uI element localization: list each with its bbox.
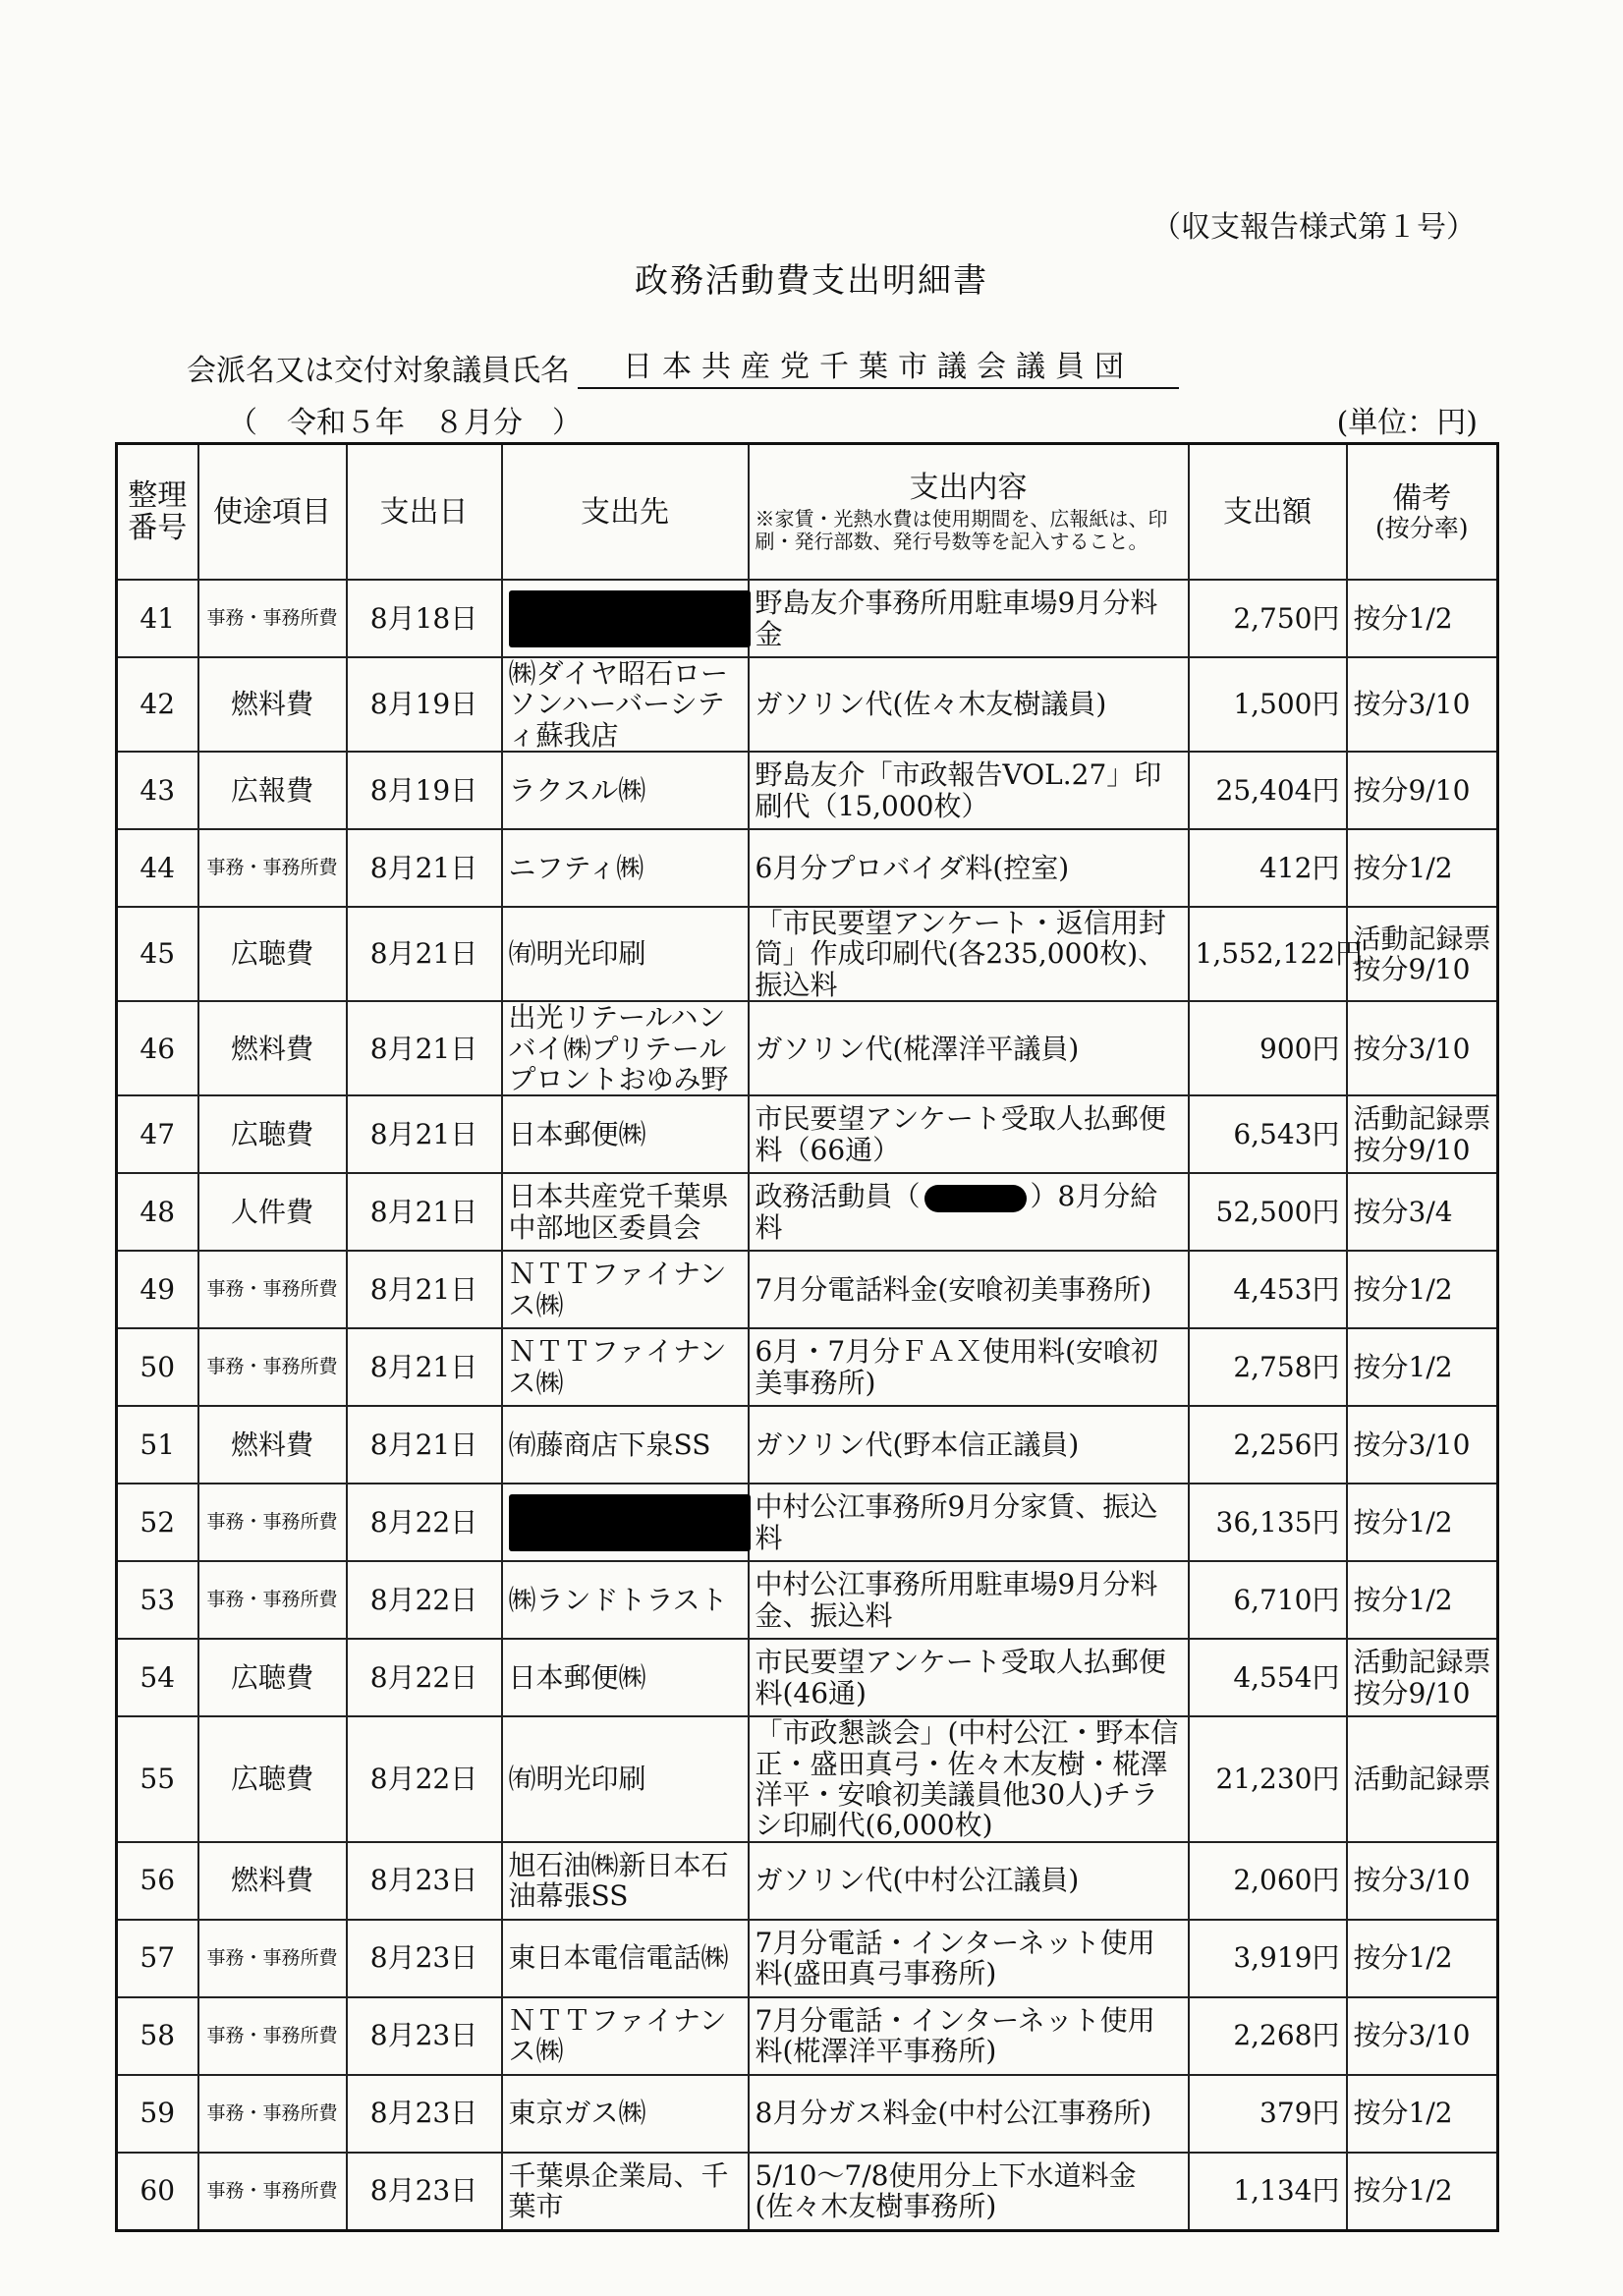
row-amount: 1,552,122円 (1189, 907, 1347, 1001)
row-content (749, 1920, 1189, 1997)
row-number: 48 (117, 1173, 198, 1251)
row-content-text: ガソリン代(椛澤洋平議員) (755, 1032, 1080, 1065)
row-amount: 21,230円 (1189, 1716, 1347, 1841)
row-date: 8月22日 (347, 1639, 502, 1716)
table-row (117, 829, 1498, 907)
table-row (117, 1484, 1498, 1561)
row-content-text-after: ）8月分給料 (755, 1180, 1158, 1244)
row-category: 燃料費 (198, 1001, 347, 1095)
row-payee: ＮＴＴファイナンス㈱ (502, 1328, 749, 1406)
row-remarks (1347, 1251, 1498, 1328)
row-amount: 1,500円 (1189, 657, 1347, 752)
remarks-line: 按分3/10 (1353, 1428, 1471, 1462)
row-category: 広聴費 (198, 907, 347, 1001)
remarks-line: 活動記録票 (1353, 1763, 1491, 1796)
row-remarks (1347, 2153, 1498, 2231)
row-amount: 379円 (1189, 2075, 1347, 2153)
row-payee: ㈲明光印刷 (502, 907, 749, 1001)
row-amount: 1,134円 (1189, 2153, 1347, 2231)
row-number: 60 (117, 2153, 198, 2231)
table-row (117, 1001, 1498, 1095)
row-remarks (1347, 1997, 1498, 2075)
row-category: 事務・事務所費 (198, 1328, 347, 1406)
row-date: 8月21日 (347, 1328, 502, 1406)
row-number: 57 (117, 1920, 198, 1997)
group-value: 日本共産党千葉市議会議員団 (578, 342, 1179, 389)
row-number: 51 (117, 1406, 198, 1484)
header-content-note: ※家賃・光熱水費は使用期間を、広報紙は、印刷・発行部数、発行号数等を記入すること。 (755, 506, 1168, 553)
row-amount: 4,554円 (1189, 1639, 1347, 1716)
table-row (117, 1173, 1498, 1251)
row-payee: 日本共産党千葉県中部地区委員会 (502, 1173, 749, 1251)
table-body (117, 580, 1498, 2230)
form-number: （収支報告様式第１号） (1151, 210, 1476, 245)
row-category: 事務・事務所費 (198, 1561, 347, 1639)
row-content (749, 2075, 1189, 2153)
row-content-text: 7月分電話・インターネット使用料(盛田真弓事務所) (755, 1926, 1155, 1990)
row-payee: ＮＴＴファイナンス㈱ (502, 1997, 749, 2075)
row-number: 45 (117, 907, 198, 1001)
remarks-line: 按分3/4 (1353, 1196, 1453, 1229)
row-category: 事務・事務所費 (198, 2075, 347, 2153)
row-remarks (1347, 1001, 1498, 1095)
table-row (117, 1328, 1498, 1406)
row-content (749, 1001, 1189, 1095)
row-category: 事務・事務所費 (198, 1251, 347, 1328)
row-amount: 6,710円 (1189, 1561, 1347, 1639)
row-date: 8月21日 (347, 1173, 502, 1251)
remarks-line: 按分3/10 (1353, 2019, 1471, 2052)
reporting-period: （ 令和５年 ８月分 ） (228, 406, 582, 440)
group-label: 会派名又は交付対象議員氏名 (187, 354, 570, 388)
row-date: 8月19日 (347, 752, 502, 829)
row-payee: ㈲明光印刷 (502, 1716, 749, 1841)
row-content-text: ガソリン代(野本信正議員) (755, 1428, 1080, 1462)
row-content-text: 「市民要望アンケート・返信用封筒」作成印刷代(各235,000枚)、振込料 (755, 907, 1166, 1001)
remarks-line: 按分1/2 (1353, 601, 1453, 635)
header-content-label: 支出内容 (909, 470, 1028, 505)
row-number: 52 (117, 1484, 198, 1561)
row-amount: 52,500円 (1189, 1173, 1347, 1251)
row-content-text: 7月分電話料金(安喰初美事務所) (755, 1273, 1152, 1307)
table-row (117, 580, 1498, 657)
redaction-block (509, 590, 751, 647)
expenditure-table (115, 442, 1499, 2232)
row-number: 50 (117, 1328, 198, 1406)
row-content (749, 1484, 1189, 1561)
row-content (749, 829, 1189, 907)
row-payee: ㈲藤商店下泉SS (502, 1406, 749, 1484)
row-date: 8月19日 (347, 657, 502, 752)
remarks-line: 活動記録票 (1353, 922, 1491, 955)
redaction-block (924, 1185, 1027, 1212)
row-category: 広聴費 (198, 1639, 347, 1716)
row-content (749, 2153, 1189, 2231)
row-date: 8月22日 (347, 1561, 502, 1639)
row-category: 人件費 (198, 1173, 347, 1251)
row-category: 事務・事務所費 (198, 1920, 347, 1997)
row-category: 事務・事務所費 (198, 1484, 347, 1561)
row-date: 8月21日 (347, 907, 502, 1001)
row-content (749, 907, 1189, 1001)
row-content-text: 市民要望アンケート受取人払郵便料(46通) (755, 1646, 1166, 1709)
table-row (117, 1997, 1498, 2075)
remarks-line: 按分9/10 (1353, 953, 1471, 986)
table-row (117, 907, 1498, 1001)
row-date: 8月21日 (347, 1406, 502, 1484)
header-payee: 支出先 (502, 444, 749, 581)
row-content-text: 8月分ガス料金(中村公江事務所) (755, 2097, 1152, 2130)
row-number: 41 (117, 580, 198, 657)
row-number: 46 (117, 1001, 198, 1095)
row-content-text: 7月分電話・インターネット使用料(椛澤洋平事務所) (755, 2003, 1155, 2068)
row-content-text: 野島友介事務所用駐車場9月分料金 (755, 587, 1158, 650)
group-row (187, 342, 1179, 389)
row-content (749, 1328, 1189, 1406)
row-number: 54 (117, 1639, 198, 1716)
row-remarks (1347, 1639, 1498, 1716)
row-payee: 日本郵便㈱ (502, 1095, 749, 1173)
table-row (117, 2075, 1498, 2153)
row-payee: 千葉県企業局、千葉市 (502, 2153, 749, 2231)
remarks-line: 活動記録票 (1353, 1646, 1491, 1679)
table-row (117, 1561, 1498, 1639)
row-number: 43 (117, 752, 198, 829)
row-remarks (1347, 1095, 1498, 1173)
row-remarks (1347, 1484, 1498, 1561)
row-content-text: 「市政懇談会」(中村公江・野本信正・盛田真弓・佐々木友樹・椛澤洋平・安喰初美議員他30人)チラシ印刷代(6,000枚) (755, 1716, 1179, 1842)
row-category: 燃料費 (198, 657, 347, 752)
remarks-line: 按分1/2 (1353, 1273, 1453, 1307)
row-amount: 2,060円 (1189, 1842, 1347, 1920)
row-remarks (1347, 2075, 1498, 2153)
row-category: 事務・事務所費 (198, 829, 347, 907)
row-remarks (1347, 1842, 1498, 1920)
row-content (749, 1639, 1189, 1716)
row-content (749, 1095, 1189, 1173)
row-date: 8月21日 (347, 1095, 502, 1173)
remarks-line: 按分1/2 (1353, 2097, 1453, 2130)
row-remarks (1347, 1716, 1498, 1841)
row-content-text: 市民要望アンケート受取人払郵便料（66通） (755, 1102, 1166, 1166)
row-amount: 2,268円 (1189, 1997, 1347, 2075)
row-payee (502, 580, 749, 657)
row-remarks (1347, 1328, 1498, 1406)
row-category: 事務・事務所費 (198, 580, 347, 657)
row-content-text: ガソリン代(中村公江議員) (755, 1864, 1080, 1897)
remarks-line: 按分1/2 (1353, 1351, 1453, 1384)
row-content-text: 中村公江事務所用駐車場9月分料金、振込料 (755, 1568, 1158, 1632)
row-date: 8月23日 (347, 1920, 502, 1997)
row-number: 55 (117, 1716, 198, 1841)
row-amount: 4,453円 (1189, 1251, 1347, 1328)
table-row (117, 1095, 1498, 1173)
table-row (117, 752, 1498, 829)
row-date: 8月21日 (347, 829, 502, 907)
row-date: 8月23日 (347, 2075, 502, 2153)
remarks-line: 活動記録票 (1353, 1102, 1491, 1136)
row-number: 42 (117, 657, 198, 752)
row-remarks (1347, 580, 1498, 657)
row-amount: 36,135円 (1189, 1484, 1347, 1561)
row-payee: ニフティ㈱ (502, 829, 749, 907)
unit-label: (単位：円) (1336, 406, 1478, 440)
row-content-text: ガソリン代(佐々木友樹議員) (755, 688, 1107, 721)
header-number: 整理番号 (117, 444, 198, 581)
table-row (117, 1406, 1498, 1484)
row-date: 8月23日 (347, 2153, 502, 2231)
row-content (749, 1997, 1189, 2075)
row-content (749, 1173, 1189, 1251)
row-payee: 東京ガス㈱ (502, 2075, 749, 2153)
row-remarks (1347, 657, 1498, 752)
row-content-text: 野島友介「市政報告VOL.27」印刷代（15,000枚） (755, 758, 1162, 822)
table-row (117, 2153, 1498, 2231)
row-category: 広報費 (198, 752, 347, 829)
row-remarks (1347, 1406, 1498, 1484)
header-remarks-label: 備考 (1392, 480, 1452, 516)
header-date: 支出日 (347, 444, 502, 581)
row-content-text: 6月・7月分ＦＡＸ使用料(安喰初美事務所) (755, 1335, 1159, 1399)
row-amount: 900円 (1189, 1001, 1347, 1095)
table-row (117, 1251, 1498, 1328)
row-remarks (1347, 1561, 1498, 1639)
row-content-text: 中村公江事務所9月分家賃、振込料 (755, 1490, 1158, 1554)
row-content (749, 657, 1189, 752)
row-date: 8月21日 (347, 1001, 502, 1095)
row-content-text: 5/10～7/8使用分上下水道料金(佐々木友樹事務所) (755, 2158, 1137, 2223)
remarks-line: 按分1/2 (1353, 1506, 1453, 1540)
row-amount: 412円 (1189, 829, 1347, 907)
header-row (117, 444, 1498, 581)
row-category: 事務・事務所費 (198, 2153, 347, 2231)
row-number: 53 (117, 1561, 198, 1639)
row-remarks (1347, 829, 1498, 907)
row-number: 44 (117, 829, 198, 907)
table-row (117, 1716, 1498, 1841)
row-payee: 旭石油㈱新日本石油幕張SS (502, 1842, 749, 1920)
row-amount: 3,919円 (1189, 1920, 1347, 1997)
row-content-text: 政務活動員（ (755, 1180, 921, 1213)
row-remarks (1347, 1920, 1498, 1997)
row-category: 広聴費 (198, 1716, 347, 1841)
row-number: 49 (117, 1251, 198, 1328)
remarks-line: 按分3/10 (1353, 688, 1471, 721)
row-content (749, 1406, 1189, 1484)
table-row (117, 1842, 1498, 1920)
document-title: 政務活動費支出明細書 (635, 261, 988, 301)
table-row (117, 1920, 1498, 1997)
row-number: 56 (117, 1842, 198, 1920)
row-payee: ＮＴＴファイナンス㈱ (502, 1251, 749, 1328)
table-row (117, 657, 1498, 752)
row-category: 燃料費 (198, 1406, 347, 1484)
row-date: 8月21日 (347, 1251, 502, 1328)
row-content (749, 1716, 1189, 1841)
row-remarks (1347, 752, 1498, 829)
row-number: 47 (117, 1095, 198, 1173)
table-row (117, 1639, 1498, 1716)
remarks-line: 按分3/10 (1353, 1032, 1471, 1065)
row-payee: 日本郵便㈱ (502, 1639, 749, 1716)
row-date: 8月23日 (347, 1997, 502, 2075)
redaction-block (509, 1494, 751, 1551)
row-amount: 6,543円 (1189, 1095, 1347, 1173)
row-content (749, 1842, 1189, 1920)
remarks-line: 按分9/10 (1353, 773, 1471, 807)
row-number: 58 (117, 1997, 198, 2075)
row-date: 8月18日 (347, 580, 502, 657)
row-payee: ㈱ランドトラスト (502, 1561, 749, 1639)
row-payee: 東日本電信電話㈱ (502, 1920, 749, 1997)
remarks-line: 按分1/2 (1353, 851, 1453, 884)
row-payee: ㈱ダイヤ昭石ローソンハーバーシティ蘇我店 (502, 657, 749, 752)
row-content-text: 6月分プロバイダ料(控室) (755, 851, 1070, 884)
row-content (749, 752, 1189, 829)
row-remarks (1347, 907, 1498, 1001)
row-amount: 2,256円 (1189, 1406, 1347, 1484)
row-amount: 2,758円 (1189, 1328, 1347, 1406)
row-date: 8月22日 (347, 1716, 502, 1841)
remarks-line: 按分9/10 (1353, 1133, 1471, 1166)
row-content (749, 580, 1189, 657)
row-content (749, 1561, 1189, 1639)
row-payee: ラクスル㈱ (502, 752, 749, 829)
header-category: 使途項目 (198, 444, 347, 581)
row-content (749, 1251, 1189, 1328)
remarks-line: 按分9/10 (1353, 1676, 1471, 1709)
row-payee: 出光リテールハンバイ㈱プリテールプロントおゆみ野 (502, 1001, 749, 1095)
header-content (749, 444, 1189, 581)
row-payee (502, 1484, 749, 1561)
row-category: 事務・事務所費 (198, 1997, 347, 2075)
row-date: 8月22日 (347, 1484, 502, 1561)
row-number: 59 (117, 2075, 198, 2153)
row-date: 8月23日 (347, 1842, 502, 1920)
header-amount: 支出額 (1189, 444, 1347, 581)
remarks-line: 按分3/10 (1353, 1864, 1471, 1897)
row-amount: 25,404円 (1189, 752, 1347, 829)
row-remarks (1347, 1173, 1498, 1251)
header-remarks-sub: (按分率) (1374, 513, 1469, 542)
remarks-line: 按分1/2 (1353, 1941, 1453, 1975)
row-amount: 2,750円 (1189, 580, 1347, 657)
remarks-line: 按分1/2 (1353, 2174, 1453, 2208)
header-remarks (1347, 444, 1498, 581)
row-category: 広聴費 (198, 1095, 347, 1173)
remarks-line: 按分1/2 (1353, 1584, 1453, 1617)
row-category: 燃料費 (198, 1842, 347, 1920)
